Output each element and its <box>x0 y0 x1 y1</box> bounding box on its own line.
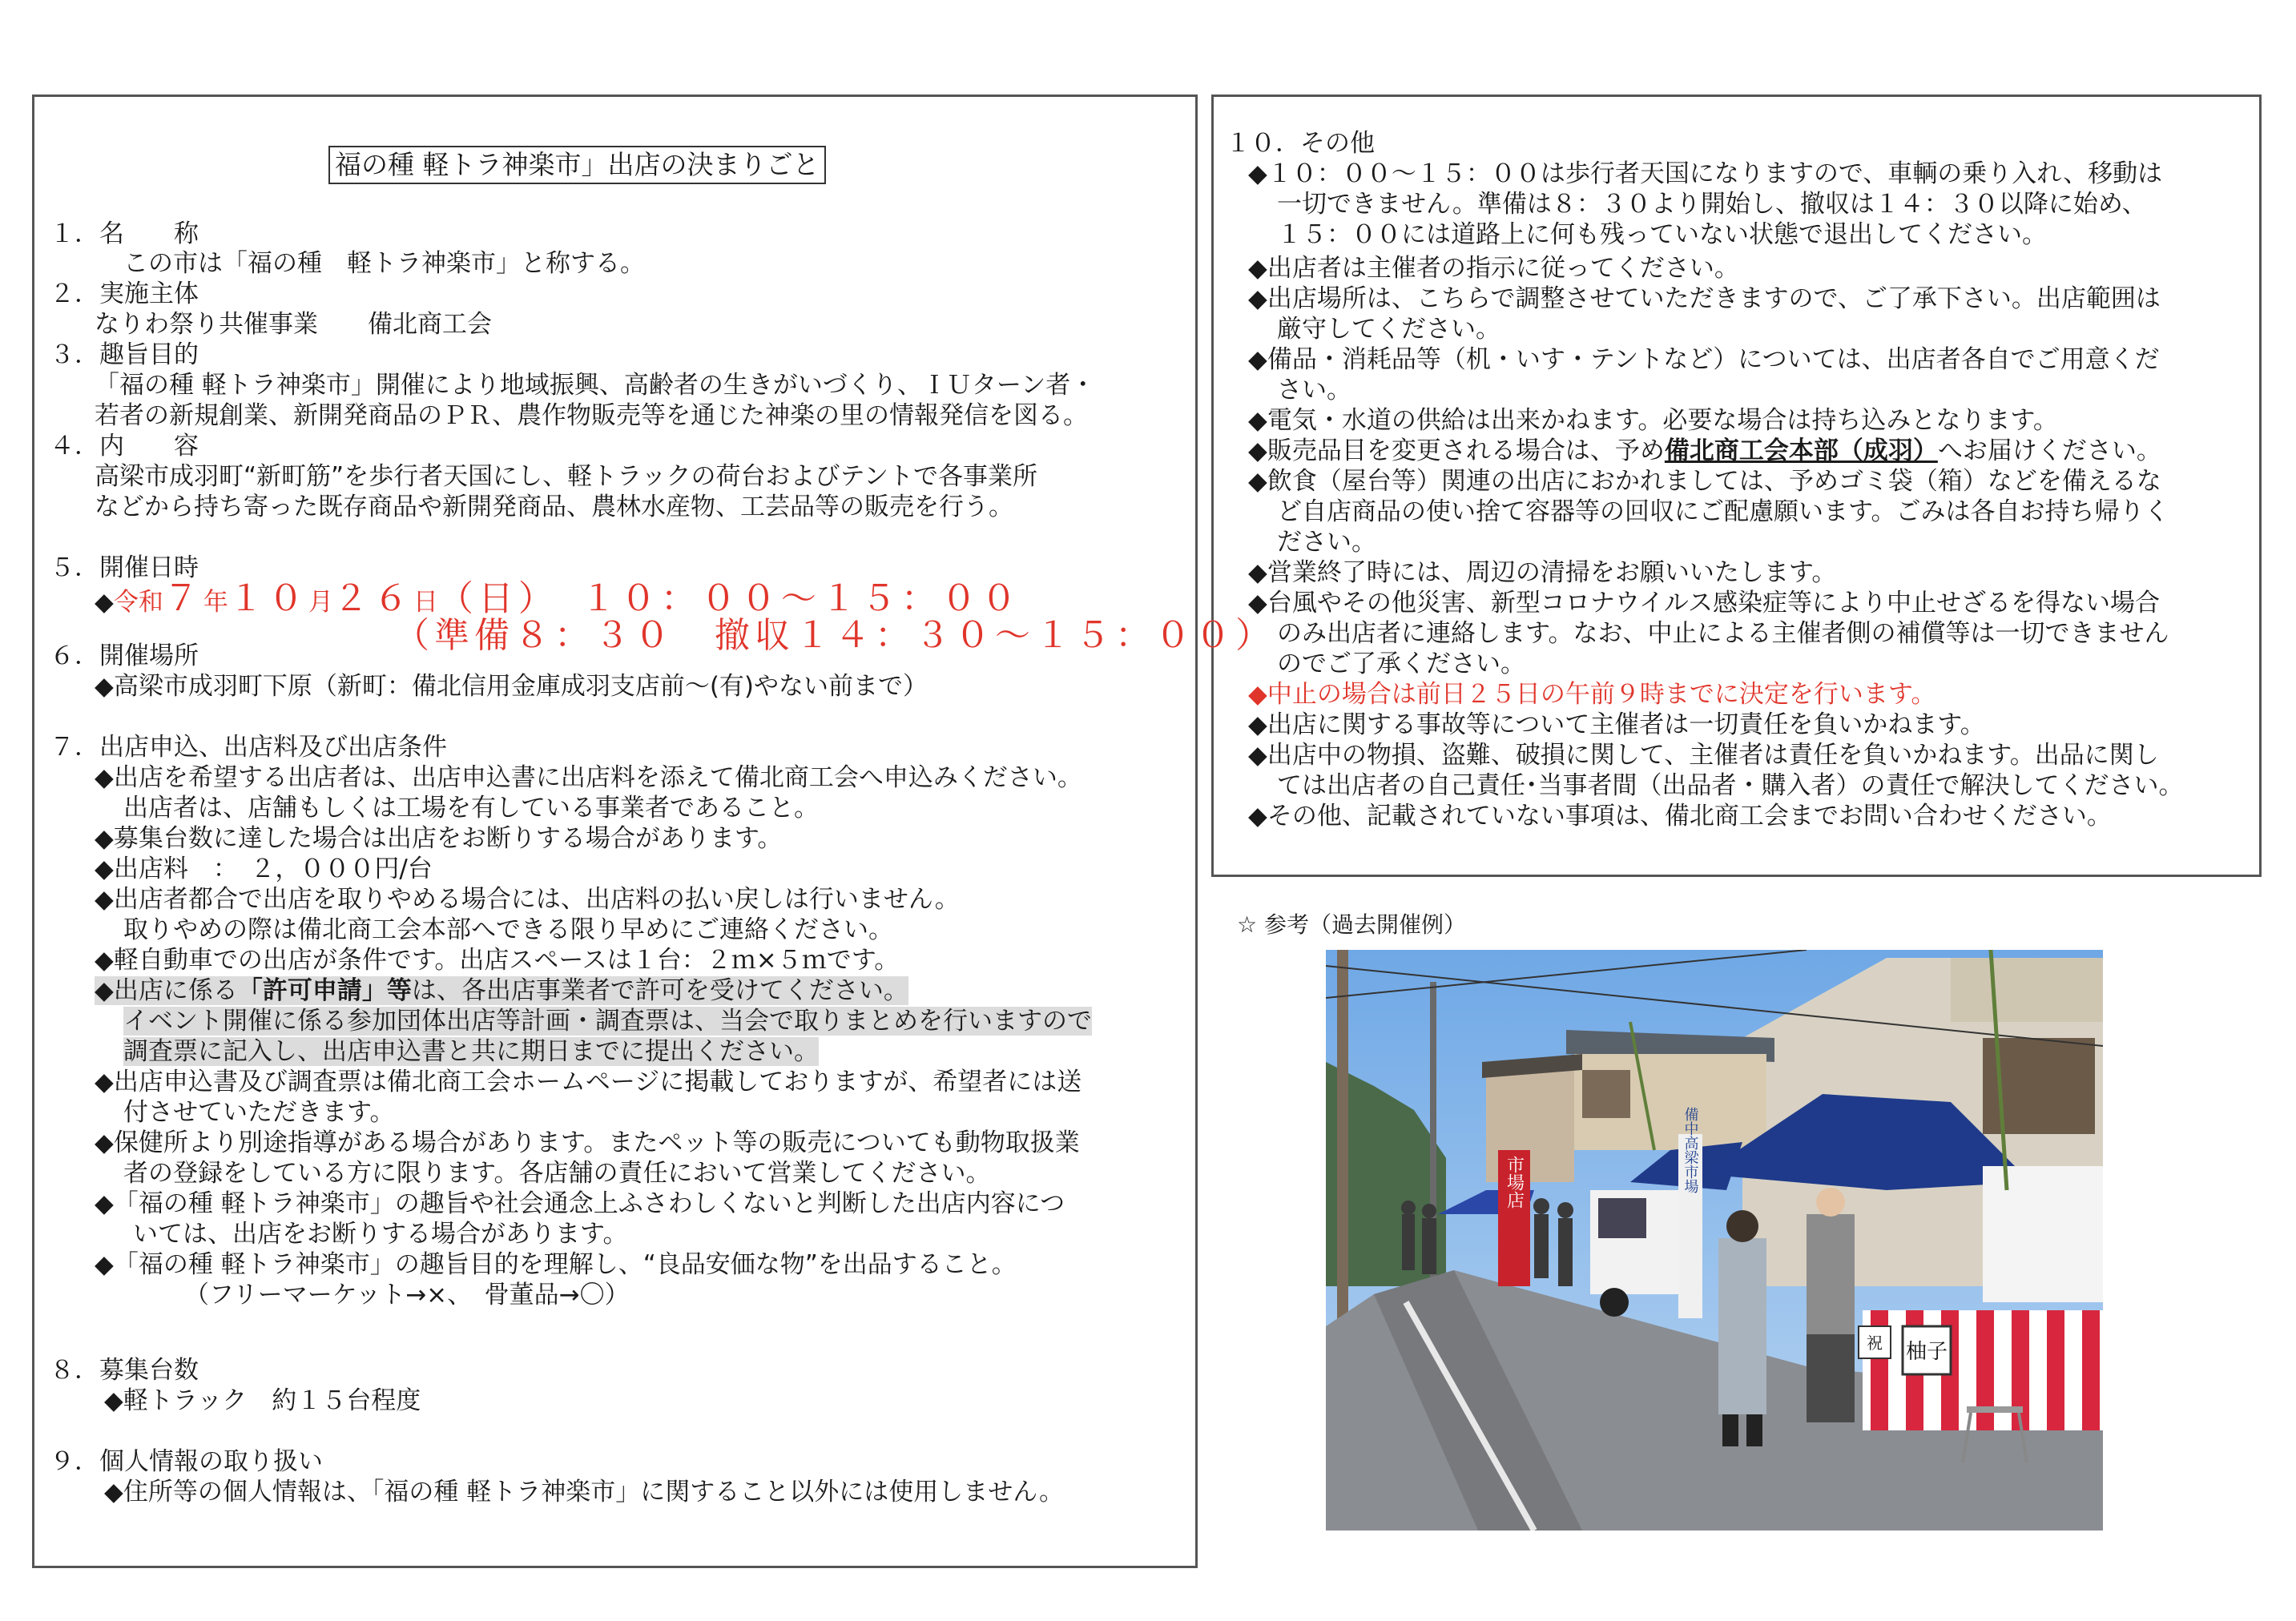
left-line: 付させていただきます。 <box>123 1098 395 1127</box>
right-line: ◆中止の場合は前日２５日の午前９時までに決定を行います。 <box>1248 680 1936 709</box>
left-line: 「福の種 軽トラ神楽市」開催により地域振興、高齢者の生きがいづくり、ＩＵターン者・ <box>95 371 1096 400</box>
left-line: 若者の新規創業、新開発商品のＰＲ、農作物販売等を通じた神楽の里の情報発信を図る。 <box>95 401 1088 430</box>
left-line: ◆出店を希望する出店者は、出店申込書に出店料を添えて備北商工会へ申込みください。 <box>95 763 1082 792</box>
left-line: ◆出店者都合で出店を取りやめる場合には、出店料の払い戻しは行いません。 <box>95 885 960 914</box>
notify-line: ◆販売品目を変更される場合は、予め備北商工会本部（成羽）へお届けください。 <box>1248 436 2161 465</box>
event-prep-time: （準備８：３０ 撤収１４：３０〜１５：００） <box>394 615 1275 656</box>
left-line: ４．内 容 <box>50 432 199 461</box>
left-line: （フリーマーケット→×、 骨董品→〇） <box>184 1281 630 1309</box>
permit-line-2: イベント開催に係る参加団体出店等計画・調査票は、当会で取りまとめを行いますので <box>123 1007 1092 1036</box>
left-line: ◆「福の種 軽トラ神楽市」の趣旨や社会通念上ふさわしくないと判断した出店内容につ <box>95 1189 1065 1218</box>
right-line: ださい。 <box>1277 528 1376 557</box>
left-line: ９．個人情報の取り扱い <box>50 1447 323 1476</box>
right-line: ◆１０：００〜１５：００は歩行者天国になりますので、車輌の乗り入れ、移動は <box>1248 159 2163 188</box>
right-line: のみ出店者に連絡します。なお、中止による主催者側の補償等は一切できません <box>1277 619 2169 648</box>
right-line: ◆飲食（屋台等）関連の出店におかれましては、予めゴミ袋（箱）などを備えるな <box>1248 467 2161 496</box>
left-line: ◆軽トラック 約１５台程度 <box>104 1386 421 1415</box>
left-line: なりわ祭り共催事業 備北商工会 <box>95 310 492 339</box>
right-line: ◆台風やその他災害、新型コロナウイルス感染症等により中止せざるを得ない場合 <box>1248 589 2160 617</box>
left-line: などから持ち寄った既存商品や新開発商品、農林水産物、工芸品等の販売を行う。 <box>95 493 1013 521</box>
left-line: ７．出店申込、出店料及び出店条件 <box>50 733 447 762</box>
sign-text-1: 柚子 <box>1905 1340 1948 1364</box>
right-line: ◆備品・消耗品等（机・いす・テントなど）については、出店者各自でご用意くだ <box>1248 345 2160 374</box>
right-line: １５：００には道路上に何も残っていない状態で退出してください。 <box>1277 220 2047 249</box>
permit-line-1: ◆出店に係る「許可申請」等は、各出店事業者で許可を受けてください。 <box>95 976 908 1005</box>
left-line: ◆出店申込書及び調査票は備北商工会ホームページに掲載しておりますが、希望者には送 <box>95 1068 1082 1096</box>
banner-text-1: 市場店 <box>1504 1156 1525 1209</box>
left-line: ６．開催場所 <box>50 642 199 670</box>
right-line: １０．その他 <box>1226 129 1375 158</box>
left-line: この市は「福の種 軽トラ神楽市」と称する。 <box>123 249 645 278</box>
reference-label: ☆ 参考（過去開催例） <box>1237 911 1467 938</box>
permit-line-3: 調査票に記入し、出店申込書と共に期日までに提出ください。 <box>123 1037 819 1066</box>
right-line: 厳守してください。 <box>1277 315 1500 344</box>
right-line: さい。 <box>1277 376 1351 404</box>
left-line: ◆出店料 ： ２，０００円/台 <box>95 855 433 883</box>
right-line: ◆出店に関する事故等について主催者は一切責任を負いかねます。 <box>1248 710 1985 739</box>
left-line: 者の登録をしている方に限ります。各店舗の責任において営業してください。 <box>123 1159 991 1188</box>
left-line: ２．実施主体 <box>50 280 199 308</box>
left-line: ３．趣旨目的 <box>50 340 199 369</box>
left-line: ◆募集台数に達した場合は出店をお断りする場合があります。 <box>95 824 783 853</box>
right-line: のでご了承ください。 <box>1277 650 1525 678</box>
event-date: ◆令和７年１０月２６日（日） １０：００〜１５：００ <box>95 578 1021 619</box>
left-line: 出店者は、店舗もしくは工場を有している事業者であること。 <box>123 794 819 823</box>
left-line: ５．開催日時 <box>50 553 199 582</box>
right-line: ◆営業終了時には、周辺の清掃をお願いいたします。 <box>1248 558 1837 587</box>
right-line: ◆電気・水道の供給は出来かねます。必要な場合は持ち込みとなります。 <box>1248 406 2058 435</box>
left-line: 取りやめの際は備北商工会本部へできる限り早めにご連絡ください。 <box>123 915 893 944</box>
left-line: ◆住所等の個人情報は、「福の種 軽トラ神楽市」に関すること以外には使用しません。 <box>104 1478 1065 1506</box>
right-line: ◆出店場所は、こちらで調整させていただきますので、ご了承下さい。出店範囲は <box>1248 284 2161 313</box>
left-line: いては、出店をお断りする場合があります。 <box>133 1220 628 1249</box>
right-line: ては出店者の自己責任･当事者間（出品者・購入者）の責任で解決してください。 <box>1277 771 2184 800</box>
sign-text-2: 祝 <box>1867 1333 1883 1353</box>
right-line: ◆その他、記載されていない事項は、備北商工会までお問い合わせください。 <box>1248 802 2112 831</box>
left-line: １．名 称 <box>50 219 199 248</box>
past-event-photo <box>1326 950 2103 1530</box>
left-line: ◆「福の種 軽トラ神楽市」の趣旨目的を理解し、“良品安価な物”を出品すること。 <box>95 1250 1017 1279</box>
document-title: 福の種 軽トラ神楽市」出店の決まりごと <box>328 146 826 184</box>
left-line: 高梁市成羽町“新町筋”を歩行者天国にし、軽トラックの荷台およびテントで各事業所 <box>95 462 1037 491</box>
right-line: ど自店商品の使い捨て容器等の回収にご配慮願います。ごみは各自お持ち帰りく <box>1277 497 2169 526</box>
right-line: ◆出店中の物損、盗難、破損に関して、主催者は責任を負いかねます。出品に関し <box>1248 741 2159 770</box>
left-line: ８．募集台数 <box>50 1356 199 1385</box>
right-line: 一切できません。準備は８：３０より開始し、撤収は１４：３０以降に始め、 <box>1277 190 2147 219</box>
right-line: ◆出店者は主催者の指示に従ってください。 <box>1248 254 1739 283</box>
left-line: ◆軽自動車での出店が条件です。出店スペースは１台：２ｍ×５ｍです。 <box>95 946 900 975</box>
left-line: ◆保健所より別途指導がある場合があります。またペット等の販売についても動物取扱業 <box>95 1128 1080 1157</box>
banner-text-2: 備中高梁市場 <box>1682 1107 1699 1193</box>
left-line: ◆高梁市成羽町下原（新町：備北信用金庫成羽支店前〜(有)やない前まで） <box>95 672 928 701</box>
